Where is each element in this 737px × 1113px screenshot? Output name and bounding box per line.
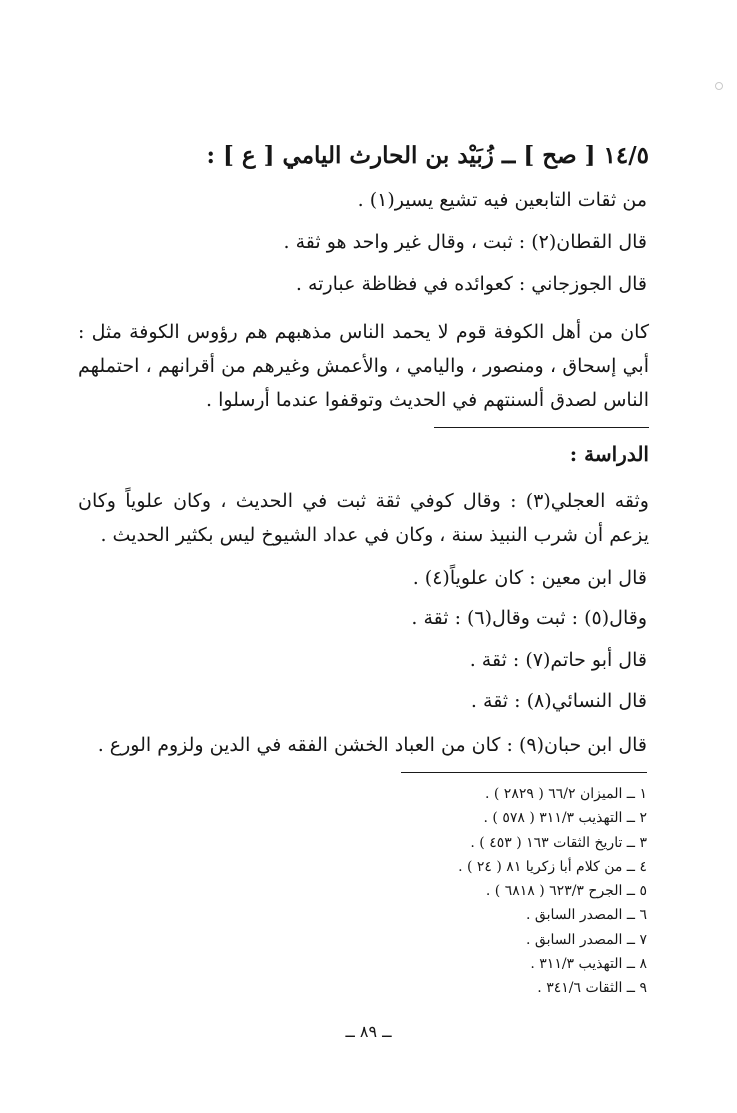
study-line-3: قال أبو حاتم(٧) : ثقة .: [469, 649, 647, 671]
footnote-item: ٥ ــ الجرح ٦٢٣/٣ ( ٦٨١٨ ) .: [485, 883, 647, 900]
footnote-item: ٦ ــ المصدر السابق .: [526, 907, 647, 924]
footnote-item: ٢ ــ التهذيب ٣١١/٣ ( ٥٧٨ ) .: [483, 810, 647, 827]
entry-line-3: قال الجوزجاني : كعوائده في فظاظة عبارته .: [295, 273, 647, 295]
study-paragraph: وثقه العجلي(٣) : وقال كوفي ثقة ثبت في الحديث ، وكان علوياً وكان يزعم أن شرب النبيذ سنة ، وكان في عداد الشيوخ ليس بكثير الحديث .: [78, 490, 649, 546]
footnote-item: ٤ ــ من كلام أبا زكريا ٨١ ( ٢٤ ) .: [458, 858, 647, 875]
entry-heading: [207, 142, 649, 169]
footnote-item: ٨ ــ التهذيب ٣١١/٣ .: [530, 956, 647, 973]
entry-title: [ صح ] ــ زُبَيْد بن الحارث اليامي [ ع ] :: [206, 142, 596, 169]
scan-speck: [715, 82, 723, 90]
study-line-4: قال النسائي(٨) : ثقة .: [470, 690, 647, 712]
entry-line-1: من ثقات التابعين فيه تشيع يسير(١) .: [357, 189, 647, 211]
footnote-item: ٧ ــ المصدر السابق .: [526, 931, 647, 948]
entry-line-2: قال القطان(٢) : ثبت ، وقال غير واحد هو ثقة .: [283, 231, 647, 253]
entry-paragraph: كان من أهل الكوفة قوم لا يحمد الناس مذهبهم هم رؤوس الكوفة مثل : أبي إسحاق ، ومنصور ، واليامي ، والأعمش وغيرهم من أقرانهم ، احتملهم الناس لصدق ألسنتهم في الحديث وتوقفوا عندما أرسلوا .: [78, 321, 649, 411]
study-line-1: قال ابن معين : كان علوياً(٤) .: [412, 567, 647, 589]
entry-number: ١٤/٥: [603, 142, 649, 169]
footnote-item: ٣ ــ تاريخ الثقات ١٦٣ ( ٤٥٣ ) .: [470, 834, 647, 851]
footnote-item: ١ ــ الميزان ٦٦/٢ ( ٢٨٢٩ ) .: [484, 786, 647, 802]
study-line-2: وقال(٥) : ثبت وقال(٦) : ثقة .: [411, 607, 647, 629]
study-heading: الدراسة :: [569, 442, 649, 466]
section-divider: [434, 427, 649, 428]
study-line-5: قال ابن حبان(٩) : كان من العباد الخشن الفقه في الدين ولزوم الورع .: [97, 734, 647, 756]
page-number: ــ ٨٩ ــ: [345, 1022, 392, 1041]
footnote-divider: [401, 772, 647, 773]
footnote-list: [458, 782, 647, 1001]
footnote-item: ٩ ــ الثقات ٣٤١/٦ .: [537, 980, 647, 997]
